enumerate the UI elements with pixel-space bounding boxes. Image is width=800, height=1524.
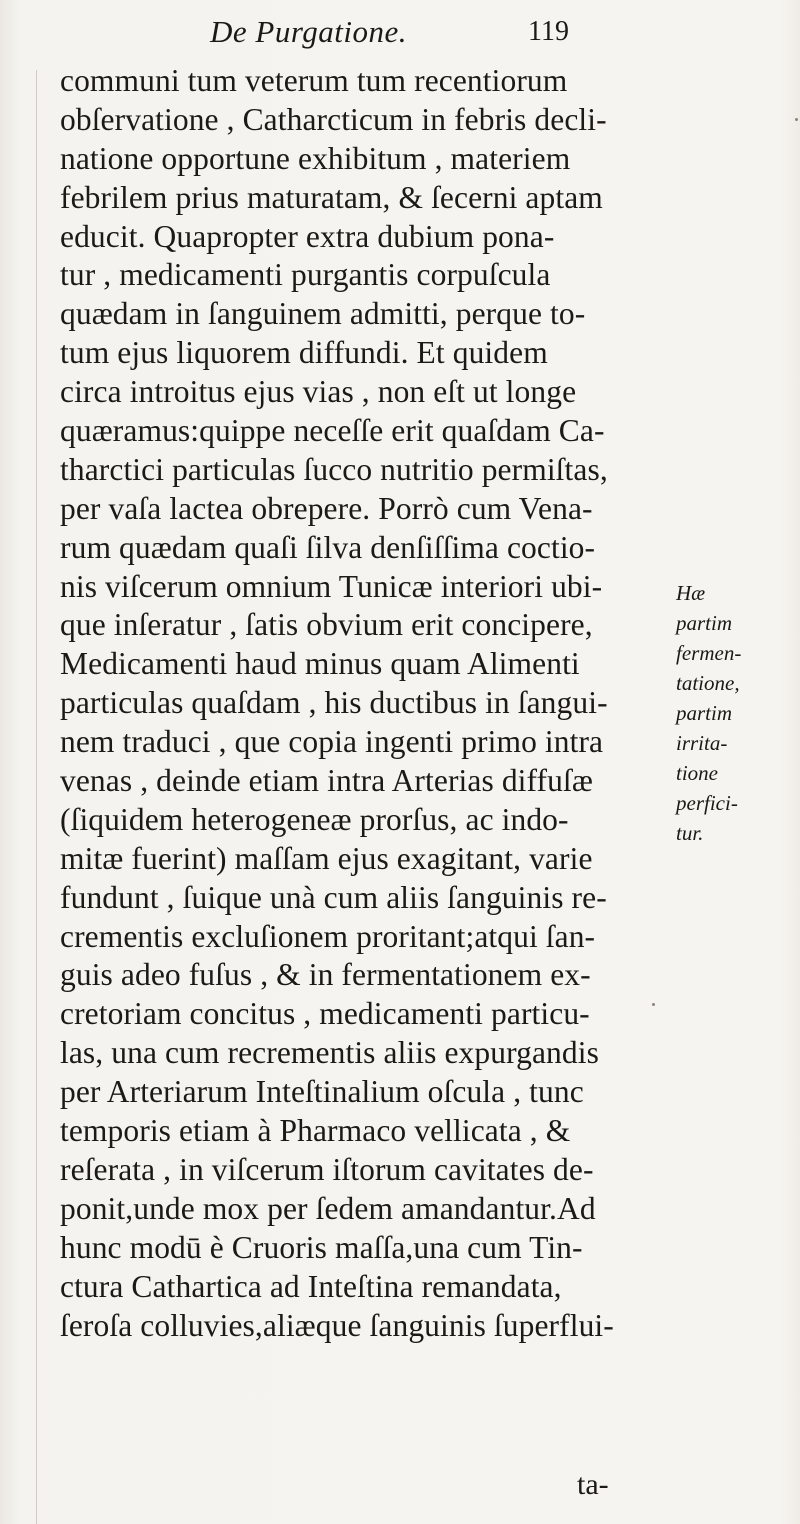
body-text [60,62,660,1345]
text-line: obſervatione , Catharcticum in febris decli- [60,101,607,137]
margin-note-line: partim [676,701,733,725]
margin-note-line: tione [676,761,718,785]
text-line: nem traduci , que copia ingenti primo intra [60,724,604,760]
text-line: temporis etiam à Pharmaco vellicata , & [60,1113,571,1149]
margin-note-line: partim [676,611,733,635]
text-line: ponit,unde mox per ſedem amandantur.Ad [60,1190,596,1226]
text-line: guis adeo fuſus , & in fermentationem ex- [60,957,591,993]
margin-note-line: irrita- [676,731,728,755]
text-line: venas , deinde etiam intra Arterias diffuſæ [60,763,593,799]
text-line: hunc modū è Cruoris maſſa,una cum Tin- [60,1229,583,1265]
text-line: quædam in ſanguinem admitti, perque to- [60,296,586,332]
margin-note-line: Hæ [676,581,706,605]
marginal-note [676,578,796,848]
text-line: nis viſcerum omnium Tunicæ interiori ubi- [60,568,603,604]
text-line: crementis excluſionem proritant;atqui ſan- [60,918,596,954]
text-line: cretoriam concitus , medicamenti particu- [60,996,590,1032]
catchword: ta- [577,1468,609,1501]
text-line: quæramus:quippe neceſſe erit quaſdam Ca- [60,413,605,449]
margin-note-line: tatione, [676,671,740,695]
text-line: que inſeratur , ſatis obvium erit concipere, [60,607,593,643]
text-line: per Arteriarum Inteſtinalium oſcula , tunc [60,1074,584,1110]
margin-speck [795,118,798,121]
text-line: reſerata , in viſcerum iſtorum cavitates de- [60,1151,594,1187]
text-line: ſeroſa colluvies,aliæque ſanguinis ſuperflui- [60,1307,614,1343]
text-line: natione opportune exhibitum , materiem [60,140,571,176]
text-line: educit. Quapropter extra dubium pona- [60,218,555,254]
text-line: particulas quaſdam , his ductibus in ſangui- [60,685,608,721]
margin-note-line: perfici- [676,791,738,815]
text-line: ctura Cathartica ad Inteſtina remandata, [60,1268,562,1304]
text-line: las, una cum recrementis aliis expurgandis [60,1035,599,1071]
text-line: (ſiquidem heterogeneæ prorſus, ac indo- [60,801,569,837]
text-line: communi tum veterum tum recentiorum [60,63,568,98]
text-line: tum ejus liquorem diffundi. Et quidem [60,335,548,371]
text-line: fundunt , ſuique unà cum aliis ſanguinis re- [60,879,607,915]
text-line: Medicamenti haud minus quam Alimenti [60,646,580,682]
text-line: per vaſa lactea obrepere. Porrò cum Vena- [60,490,593,526]
margin-speck [652,1003,655,1006]
text-line: febrilem prius maturatam, & ſecerni aptam [60,179,603,215]
margin-note-line: fermen- [676,641,742,665]
running-title: De Purgatione. [210,14,407,49]
text-line: tharctici particulas ſucco nutritio permiſtas, [60,451,608,487]
text-line: tur , medicamenti purgantis corpuſcula [60,257,551,293]
text-line: rum quædam quaſi ſilva denſiſſima coctio- [60,529,596,565]
margin-note-line: tur. [676,821,704,845]
page-number: 119 [528,16,569,47]
text-line: circa introitus ejus vias , non eſt ut longe [60,374,577,410]
text-line: mitæ fuerint) maſſam ejus exagitant, varie [60,840,593,876]
page-header [0,14,800,54]
gutter-shadow-line [36,70,37,1524]
